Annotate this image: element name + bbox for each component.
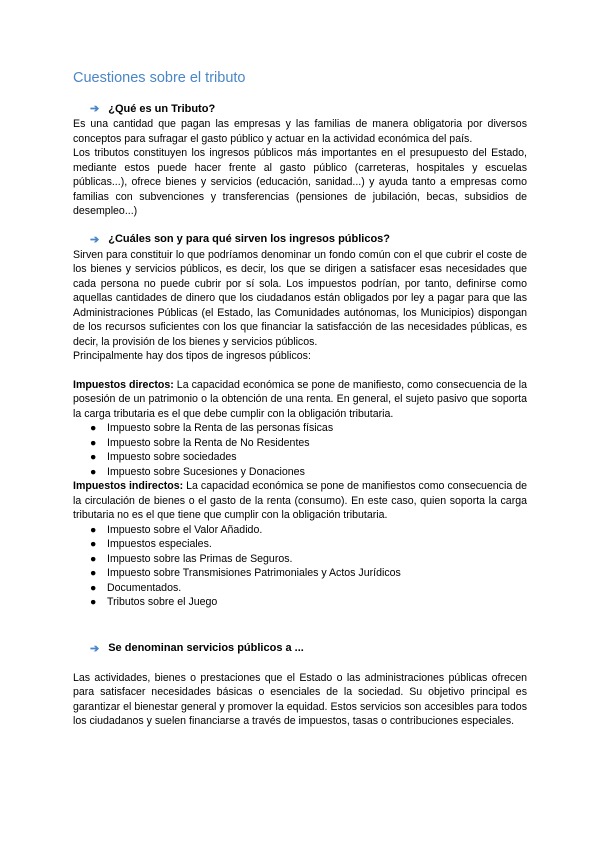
heading-text: ¿Cuáles son y para qué sirven los ingresos públicos? [108, 233, 391, 245]
arrow-icon: ➔ [90, 103, 100, 115]
term-text: La capacidad económica se pone de manifiestos como consecuencia de la circulación de bienes o el gasto de la renta (consumo). En este caso, quien soporta la carga tributaria no es el que tiene que cumplir con la obligación tributaria. [73, 480, 528, 521]
term-label: Impuestos directos: [73, 378, 174, 391]
list-item: ● Impuesto sobre la Renta de las personas físicas [90, 422, 334, 434]
list-item: ● Impuesto sobre la Renta de No Residentes [90, 436, 310, 449]
section-heading-ingresos [73, 233, 527, 246]
document-page [73, 70, 527, 729]
bullet-icon: ● [90, 552, 97, 565]
list-item: ● Impuesto sobre sociedades [90, 451, 237, 463]
list-item: ● Impuestos especiales. [90, 538, 212, 550]
list-item: ● Impuesto sobre Sucesiones y Donaciones [90, 465, 305, 478]
list-item: ● Impuesto sobre Transmisiones Patrimoniales y Actos Jurídicos [90, 567, 401, 579]
bullet-icon: ● [90, 581, 97, 594]
arrow-icon: ➔ [90, 233, 100, 246]
paragraph: Es una cantidad que pagan las empresas y las familias de manera obligatoria por diversos conceptos para sufragar el gasto público y actuar en la actividad económica del país. [73, 118, 527, 145]
bullet-icon: ● [90, 451, 97, 463]
bullet-icon: ● [90, 523, 97, 536]
paragraph-directos [73, 378, 527, 422]
bullet-icon: ● [90, 465, 97, 478]
bullet-icon: ● [90, 596, 97, 608]
paragraph: Las actividades, bienes o prestaciones que el Estado o las administraciones públicas ofrecen para satisfacer necesidades básicas o esenciales de la sociedad. Su objetivo principal es garantizar el bienestar general y promover la equidad. Estos servicios son accesibles para todos los ciudadanos y suelen financiarse a través de impuestos, tasas o contribuciones especiales. [73, 671, 527, 727]
paragraph: Sirven para constituir lo que podríamos denominar un fondo común con el que cubrir el coste de los bienes y servicios públicos, es decir, los que se dirigen a satisfacer esas necesidades que cada persona no puede cubrir por sí sola. Los impuestos podrían, por tanto, definirse como aquellas cantidades de dinero que los ciudadanos están obligados por ley a pagar para que las Administraciones Públicas (el Estado, las Comunidades autónomas, los Municipios) dispongan de los recursos suficientes con los que financiar la satisfacción de las necesidades públicas, es decir, la provisión de los bienes y servicios públicos. [73, 248, 527, 348]
list-item: ● Impuesto sobre el Valor Añadido. [90, 523, 263, 536]
document-title: Cuestiones sobre el tributo [73, 70, 246, 86]
heading-text: ¿Qué es un Tributo? [108, 102, 216, 115]
heading-text: Se denominan servicios públicos a ... [108, 642, 304, 654]
section-heading-tributo [73, 102, 527, 115]
list-item: ● Impuesto sobre las Primas de Seguros. [90, 552, 293, 565]
term-label: Impuestos indirectos: [73, 480, 184, 492]
bullet-icon: ● [90, 538, 97, 550]
bullet-icon: ● [90, 422, 97, 434]
bullet-icon: ● [90, 436, 97, 449]
bullet-icon: ● [90, 567, 97, 579]
list-item: ● Documentados. [90, 581, 182, 594]
paragraph: Los tributos constituyen los ingresos públicos más importantes en el presupuesto del Estado, mediante estos puede hacer frente al gasto público (carreteras, hospitales y escuelas públicas...), ofrece bienes y servicios (educación, sanidad...) y ayuda tanto a empresas como familias con subvenciones y transferencias (pensiones de jubilación, becas, subsidios de desempleo...) [73, 147, 527, 217]
paragraph-indirectos [73, 479, 527, 523]
list-directos [73, 421, 527, 479]
paragraph: Principalmente hay dos tipos de ingresos públicos: [73, 350, 311, 362]
term-text: La capacidad económica se pone de manifiesto, como consecuencia de la posesión de un patrimonio o la obtención de una renta. En general, el sujeto pasivo que soporta la carga tributaria es el que debe cumplir con la obligación tributaria. [73, 378, 527, 420]
list-item: ● Tributos sobre el Juego [90, 596, 218, 608]
arrow-icon: ➔ [90, 642, 100, 655]
section-heading-servicios [73, 642, 527, 655]
list-indirectos [73, 523, 527, 610]
